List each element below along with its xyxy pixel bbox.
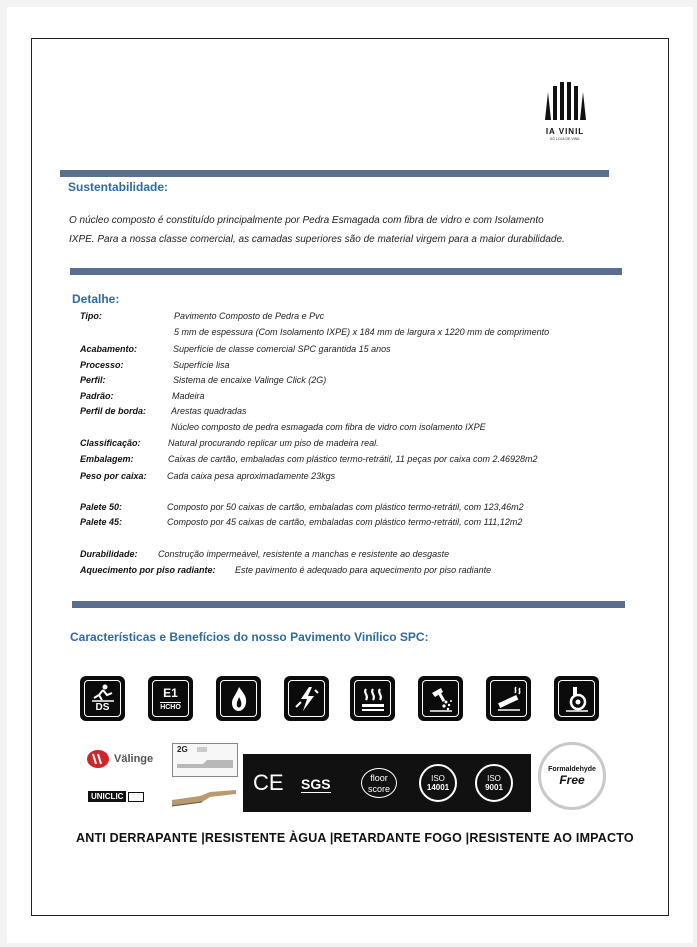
- formaldehyde-label: Formaldehyde: [548, 766, 596, 773]
- ce-mark: CE: [253, 770, 284, 795]
- sustentabilidade-line-2: IXPE. Para a nossa classe comercial, as camadas superiores são de material virgem para a maior durabilidade.: [69, 234, 565, 245]
- plank-profile-image: [170, 786, 238, 808]
- detalhe-heading: Detalhe:: [72, 292, 120, 306]
- caracteristicas-heading: Características e Benefícios do nosso Pavimento Vinílico SPC:: [70, 630, 429, 644]
- click-2g-diagram: [172, 743, 238, 777]
- fire-retardant-icon: [216, 676, 261, 721]
- click-profile-icon: [173, 744, 237, 776]
- e1-hcho-icon: [148, 676, 193, 721]
- tipo-value: Pavimento Composto de Pedra e Pvc: [174, 311, 325, 321]
- brand-logo: [530, 78, 600, 141]
- palete45-value: Composto por 45 caixas de cartão, embaladas com plástico termo-retrátil, com 111,12m2: [167, 517, 523, 527]
- plank-profile-icon: [170, 786, 238, 808]
- cigarette-resistant-icon: [486, 676, 531, 721]
- classificacao-label: Classificação:: [80, 438, 141, 448]
- aquecimento-value: Este pavimento é adequado para aquecimento por piso radiante: [235, 565, 492, 575]
- embalagem-label: Embalagem:: [80, 454, 134, 464]
- acabamento-value: Superfície de classe comercial SPC garantida 15 anos: [173, 344, 391, 354]
- iso9001-num: 9001: [485, 783, 503, 792]
- sgs-mark: SGS: [301, 776, 331, 792]
- iso9001-top: ISO: [487, 774, 501, 783]
- embalagem-value: Caixas de cartão, embaladas com plástico termo-retrátil, 11 peças por caixa com 2.46928m2: [168, 454, 538, 464]
- sustentabilidade-line-1: O núcleo composto é constituído principalmente por Pedra Esmagada com fibra de vidro e com Isolamento: [69, 215, 544, 226]
- section-rule-top: [60, 170, 609, 177]
- padrao-value: Madeira: [172, 391, 205, 401]
- logo-subtitle: SÓ LOJA DE VINIL: [549, 137, 581, 141]
- underfloor-heating-icon: [350, 676, 395, 721]
- section-rule-2: [70, 268, 622, 275]
- section-rule-3: [72, 601, 625, 608]
- valinge-name: Välinge: [114, 753, 154, 765]
- uniclic-logo: [88, 791, 144, 802]
- palete50-label: Palete 50:: [80, 502, 123, 512]
- iso-14001-mark: [419, 764, 457, 802]
- nucleo-value: Núcleo composto de pedra esmagada com fibra de vidro com isolamento IXPE: [171, 422, 486, 432]
- uniclic-name: UNICLIC: [88, 791, 126, 802]
- formaldehyde-free: Free: [559, 773, 585, 787]
- features-summary: ANTI DERRAPANTE |RESISTENTE ÀGUA |RETARDANTE FOGO |RESISTENTE AO IMPACTO: [76, 831, 634, 845]
- iso-9001-mark: [475, 764, 513, 802]
- classificacao-value: Natural procurando replicar um piso de madeira real.: [168, 438, 379, 448]
- tipo-value-2: 5 mm de espessura (Com Isolamento IXPE) x 184 mm de largura x 1220 mm de comprimento: [174, 327, 550, 337]
- click-2g-label: 2G: [177, 745, 188, 754]
- floorscore-line-2: score: [367, 784, 390, 794]
- palete50-value: Composto por 50 caixas de cartão, embaladas com plástico termo-retrátil, com 123,46m2: [167, 502, 524, 512]
- perfil-borda-value: Arestas quadradas: [171, 406, 247, 416]
- iso14001-num: 14001: [426, 783, 450, 792]
- aquecimento-label: Aquecimento por piso radiante:: [80, 565, 216, 575]
- certifications-bar: [243, 754, 531, 812]
- perfil-label: Perfil:: [80, 375, 106, 385]
- floorscore-line-1: floor: [370, 773, 388, 783]
- valinge-logo: [86, 749, 153, 769]
- processo-label: Processo:: [80, 360, 124, 370]
- logo-columns-icon: [535, 78, 595, 122]
- padrao-label: Padrão:: [80, 391, 114, 401]
- palete45-label: Palete 45:: [80, 517, 123, 527]
- floorscore-mark: [361, 768, 397, 798]
- valinge-mark-icon: [86, 749, 110, 769]
- peso-value: Cada caixa pesa aproximadamente 23kgs: [167, 471, 336, 481]
- durabilidade-label: Durabilidade:: [80, 549, 138, 559]
- formaldehyde-free-badge: [538, 742, 606, 810]
- stain-resistant-icon: [418, 676, 463, 721]
- durabilidade-value: Construção impermeável, resistente a manchas e resistente ao desgaste: [158, 549, 450, 559]
- e1-label: E1: [163, 686, 178, 700]
- hcho-label: HCHO: [160, 704, 181, 711]
- perfil-value: Sistema de encaixe Valinge Click (2G): [173, 375, 327, 385]
- impact-resistant-icon: [284, 676, 329, 721]
- perfil-borda-label: Perfil de borda:: [80, 406, 147, 416]
- logo-text: IA VINIL: [545, 127, 585, 136]
- iso14001-top: ISO: [431, 774, 445, 783]
- ds-label: DS: [95, 702, 110, 713]
- acabamento-label: Acabamento:: [80, 344, 138, 354]
- tipo-label: Tipo:: [80, 311, 102, 321]
- anti-slip-ds-icon: [80, 676, 125, 721]
- sustentabilidade-heading: Sustentabilidade:: [68, 180, 169, 194]
- peso-label: Peso por caixa:: [80, 471, 147, 481]
- chair-wheel-resistant-icon: [554, 676, 599, 721]
- uniclic-mark-icon: [128, 792, 144, 802]
- processo-value: Superfície lisa: [173, 360, 230, 370]
